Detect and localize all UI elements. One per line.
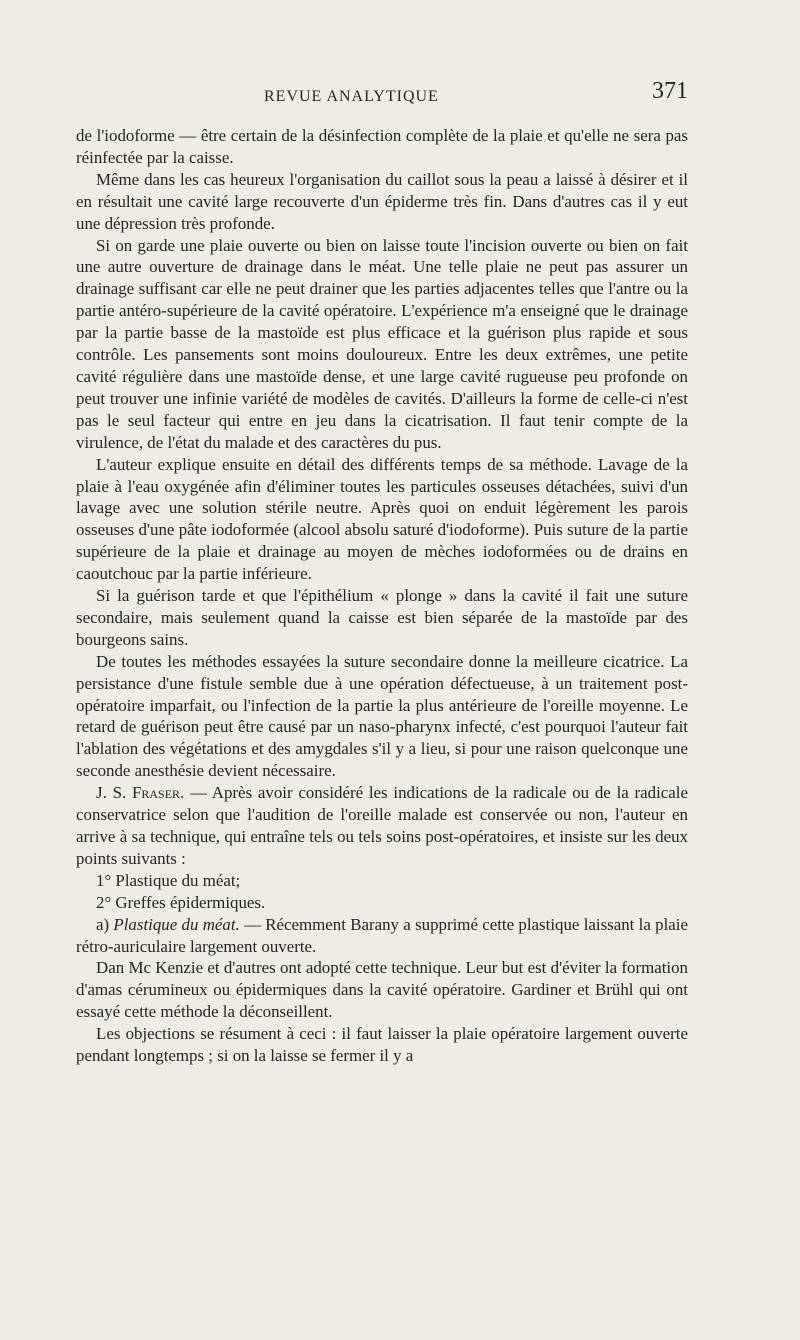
paragraph: de l'iodoforme — être certain de la désinfection complète de la plaie et qu'elle ne sera pas réinfectée par la caisse. <box>76 126 688 167</box>
list-item: 1° Plastique du méat; <box>96 870 241 890</box>
article-body <box>76 125 688 1067</box>
paragraph: Même dans les cas heureux l'organisation du caillot sous la peau a laissé à désirer et il en résultait une cavité large recouverte d'un épiderme très fin. Dans d'autres cas il y eut une dépression très profonde. <box>76 169 688 233</box>
section-text: — Récemment Barany a supprimé cette plastique laissant la plaie rétro-auriculaire largement ouverte. <box>76 914 688 956</box>
page-number: 371 <box>652 78 688 104</box>
section-label: a) <box>96 914 114 934</box>
paragraph: Les objections se résument à ceci : il faut laisser la plaie opératoire largement ouverte pendant longtemps ; si on la laisse se fermer il y a <box>76 1024 688 1066</box>
paragraph: De toutes les méthodes essayées la suture secondaire donne la meilleure cicatrice. La persistance d'une fistule semble due à une opération défectueuse, à un traitement post-opératoire imparfait, ou l'infection de la partie la plus antérieure de l'oreille moyenne. Le retard de guérison peut être causé par un naso-pharynx infecté, c'est pourquoi l'auteur fait l'ablation des végétations et des amygdales s'il y a lieu, si pour une raison quelconque une seconde anesthésie devient nécessaire. <box>76 651 688 781</box>
paragraph: Dan Mc Kenzie et d'autres ont adopté cette technique. Leur but est d'éviter la formation d'amas cérumineux ou épidermiques dans la cavité opératoire. Gardiner et Brühl qui ont essayé cette méthode la déconseillent. <box>76 958 688 1022</box>
paragraph: Si la guérison tarde et que l'épithélium « plonge » dans la cavité il fait une suture secondaire, mais seulement quand la caisse est bien séparée de la mastoïde par des bourgeons sains. <box>76 586 688 649</box>
author-name: J. S. Fraser. <box>96 783 185 803</box>
paragraph: L'auteur explique ensuite en détail des différents temps de sa méthode. Lavage de la plaie à l'eau oxygénée afin d'éliminer toutes les particules osseuses détachées, suivi d'un lavage avec une solution stérile neutre. Après quoi on enduit légèrement les parois osseuses d'une pâte iodoformée (alcool absolu saturé d'iodoforme). Puis suture de la partie supérieure de la plaie et drainage au moyen de mèches iodoformées ou de drains en caoutchouc par la partie inférieure. <box>76 454 688 584</box>
running-title: REVUE ANALYTIQUE <box>264 88 439 105</box>
section-a-paragraph <box>76 914 688 958</box>
page-header <box>76 78 688 118</box>
list-item: 2° Greffes épidermiques. <box>96 892 266 912</box>
section-title: Plastique du méat. <box>113 914 240 934</box>
fraser-paragraph <box>76 782 688 870</box>
paragraph: Si on garde une plaie ouverte ou bien on laisse toute l'incision ouverte ou bien on fait une autre ouverture de drainage dans le méat. Une telle plaie ne peut pas assurer un drainage suffisant car elle ne peut drainer que les parties adjacentes telles que l'antre ou la partie antéro-supérieure de la cavité opératoire. L'expérience m'a enseigné que le drainage par la partie basse de la mastoïde est plus efficace et la guérison plus rapide et sous contrôle. Les pansements sont moins douloureux. Entre les deux extrêmes, une petite cavité régulière dans une mastoïde dense, et une large cavité rugueuse peu profonde on peut trouver une infinie variété de modèles de cavités. D'ailleurs la forme de celle-ci n'est pas le seul facteur qui entre en jeu dans la cicatrisation. Il faut tenir compte de la virulence, de l'état du malade et des caractères du pus. <box>76 235 688 452</box>
fraser-text: — Après avoir considéré les indications de la radicale ou de la radicale conservatrice selon que l'audition de l'oreille malade est conservée ou non, l'auteur en arrive à sa technique, qui entraîne tels ou tels soins post-opératoires, et insiste sur les deux points suivants : <box>76 783 688 868</box>
